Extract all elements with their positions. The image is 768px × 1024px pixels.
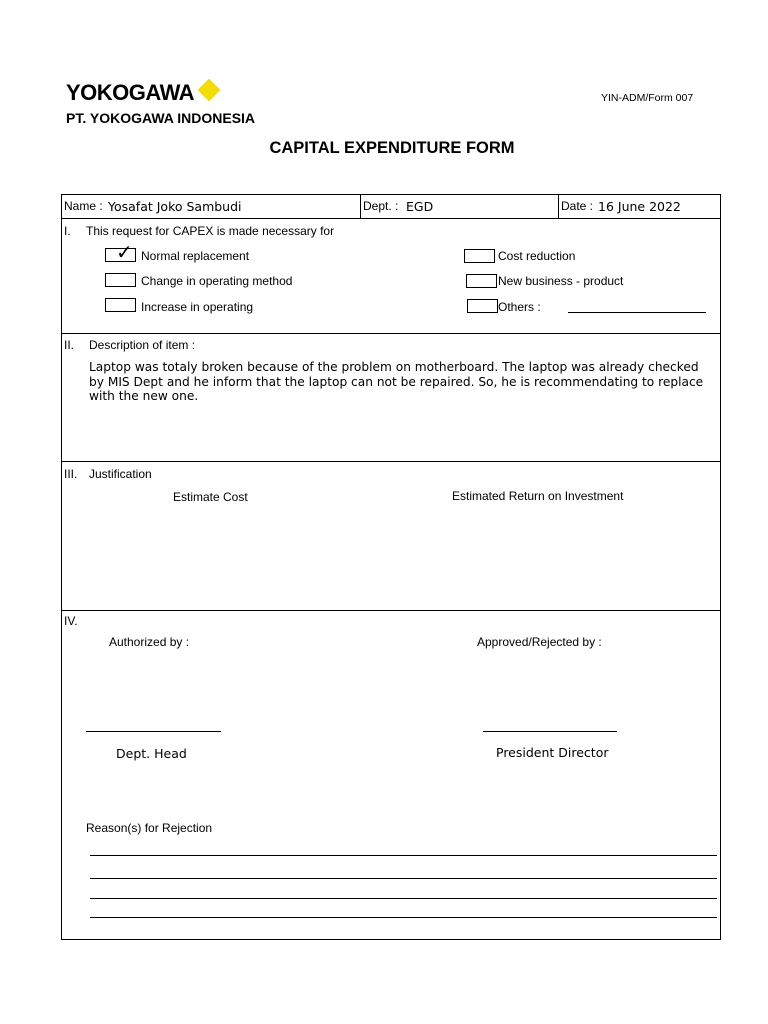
roi-label: Estimated Return on Investment [452, 489, 624, 503]
checkbox-increase-operating[interactable] [105, 298, 136, 312]
dept-head-signature-line[interactable] [86, 731, 221, 732]
authorized-by-label: Authorized by : [109, 635, 190, 649]
rejection-line[interactable] [90, 898, 717, 899]
option-normal-replacement: Normal replacement [141, 249, 250, 263]
checkbox-others[interactable] [467, 299, 498, 313]
dept-value[interactable]: EGD [406, 199, 434, 214]
approved-by-label: Approved/Rejected by : [477, 635, 602, 649]
section-3-divider [61, 610, 721, 611]
date-value[interactable]: 16 June 2022 [598, 199, 681, 214]
option-new-business: New business - product [498, 274, 624, 288]
name-label: Name : [64, 199, 103, 213]
yokogawa-logo: YOKOGAWA [66, 80, 195, 105]
option-cost-reduction: Cost reduction [498, 249, 576, 263]
rejection-line[interactable] [90, 917, 717, 918]
section-2-number: II. [64, 338, 75, 352]
dept-date-divider [558, 194, 559, 218]
president-director-label: President Director [496, 745, 609, 760]
option-increase-operating: Increase in operating [141, 300, 254, 314]
rejection-reason-label: Reason(s) for Rejection [86, 821, 213, 835]
checkbox-change-operating-method[interactable] [105, 273, 136, 287]
others-input-line[interactable] [568, 312, 706, 313]
name-dept-divider [360, 194, 361, 218]
check-mark-icon: ✓ [116, 240, 133, 264]
section-2-heading: Description of item : [89, 338, 196, 352]
checkbox-cost-reduction[interactable] [464, 249, 495, 263]
checkbox-new-business[interactable] [466, 274, 497, 288]
section-1-divider [61, 333, 721, 334]
form-title: CAPITAL EXPENDITURE FORM [269, 139, 515, 157]
section-3-number: III. [64, 467, 78, 481]
option-others: Others : [498, 300, 541, 314]
rejection-line[interactable] [90, 855, 717, 856]
option-change-operating-method: Change in operating method [141, 274, 293, 288]
section-2-divider [61, 461, 721, 462]
dept-label: Dept. : [363, 199, 399, 213]
item-description[interactable]: Laptop was totaly broken because of the problem on motherboard. The laptop was already checked by MIS Dept and he inform that the laptop can not be repaired. So, he is recommendating to replace with the new one. [89, 360, 704, 403]
name-value[interactable]: Yosafat Joko Sambudi [108, 199, 242, 214]
rejection-line[interactable] [90, 878, 717, 879]
estimate-cost-label: Estimate Cost [173, 490, 248, 504]
section-3-heading: Justification [89, 467, 152, 481]
company-name: PT. YOKOGAWA INDONESIA [66, 110, 256, 126]
yokogawa-diamond-icon [198, 79, 221, 102]
section-4-number: IV. [64, 614, 78, 628]
dept-head-label: Dept. Head [116, 746, 187, 761]
president-director-signature-line[interactable] [483, 731, 617, 732]
section-1-number: I. [64, 224, 71, 238]
section-1-heading: This request for CAPEX is made necessary for [86, 224, 335, 238]
info-row-divider [61, 218, 721, 219]
date-label: Date : [561, 199, 594, 213]
form-code: YIN-ADM/Form 007 [601, 92, 694, 104]
